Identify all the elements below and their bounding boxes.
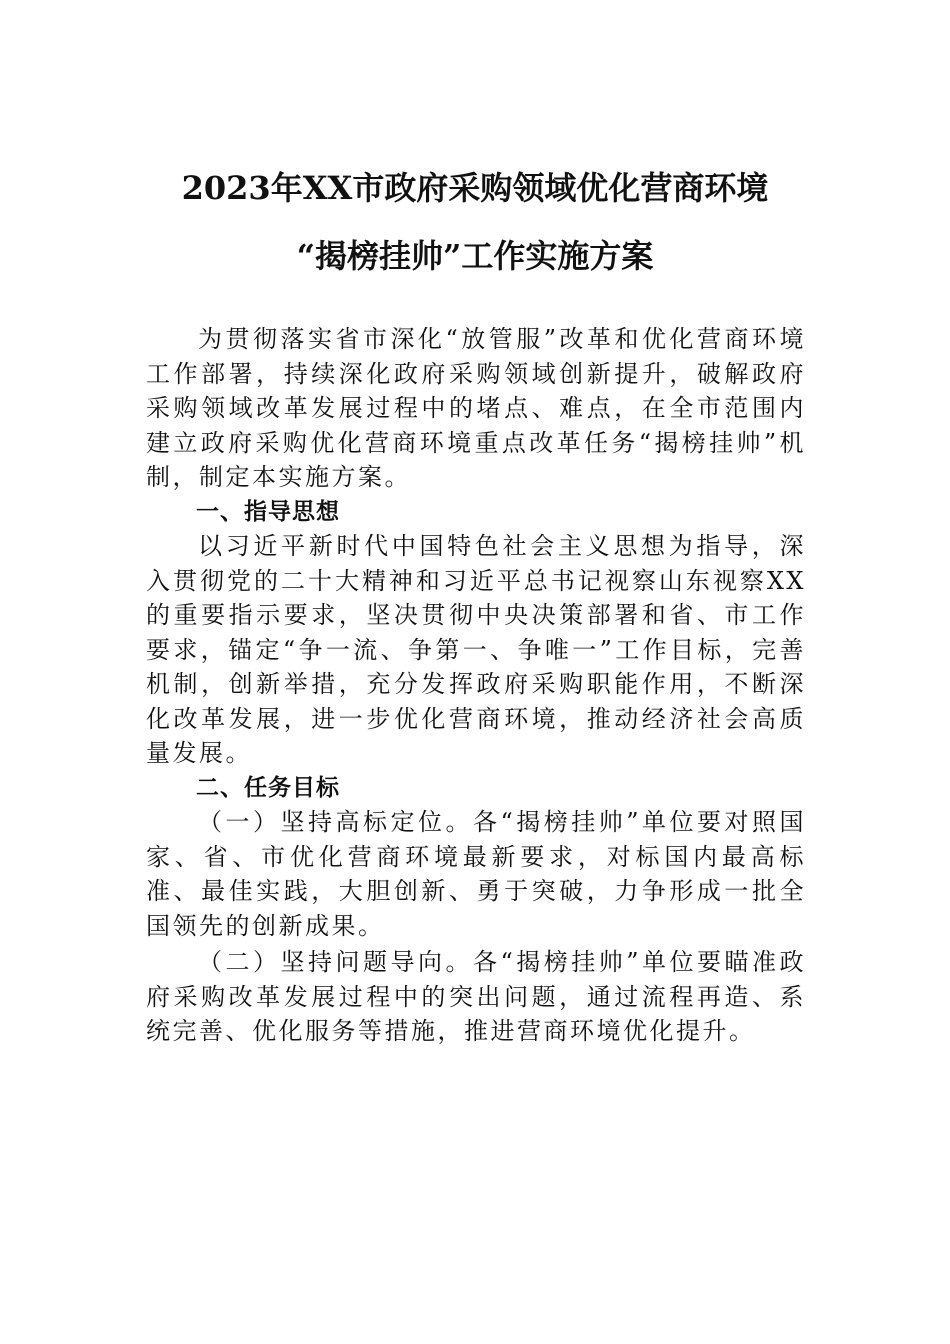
document-title-line-1: 2023年XX市政府采购领域优化营商环境 <box>181 169 769 207</box>
section-1-heading: 一、指导思想 <box>196 498 340 525</box>
section-1-paragraph: 以习近平新时代中国特色社会主义思想为指导，深入贯彻党的二十大精神和习近平总书记视察山东视察XX的重要指示要求，坚决贯彻中央决策部署和省、市工作要求，锚定“争一流、争第一、争唯一”工作目标，完善机制，创新举措，充分发挥政府采购职能作用，不断深化改革发展，进一步优化营商环境，推动经济社会高质量发展。 <box>146 532 806 767</box>
intro-paragraph: 为贯彻落实省市深化“放管服”改革和优化营商环境工作部署，持续深化政府采购领域创新提升，破解政府采购领域改革发展过程中的堵点、难点，在全市范围内建立政府采购优化营商环境重点改革任务“揭榜挂帅”机制，制定本实施方案。 <box>146 325 806 491</box>
section-2-heading: 二、任务目标 <box>196 774 340 801</box>
document-body <box>146 322 806 1049</box>
section-2-item-2: （二）坚持问题导向。各“揭榜挂帅”单位要瞄准政府采购改革发展过程中的突出问题，通过流程再造、系统完善、优化服务等措施，推进营商环境优化提升。 <box>146 948 806 1045</box>
document-title-line-2: “揭榜挂帅”工作实施方案 <box>296 237 654 275</box>
section-2-item-1: （一）坚持高标定位。各“揭榜挂帅”单位要对照国家、省、市优化营商环境最新要求，对标国内最高标准、最佳实践，大胆创新、勇于突破，力争形成一批全国领先的创新成果。 <box>146 808 806 940</box>
